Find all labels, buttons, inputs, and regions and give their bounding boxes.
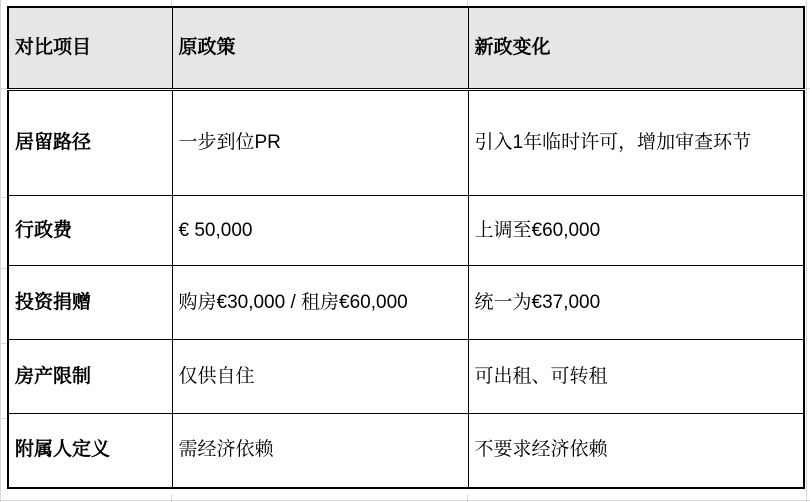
column-header-item: 对比项目 — [8, 7, 172, 90]
column-header-new-policy: 新政变化 — [468, 7, 804, 90]
gridline-right-edge — [806, 0, 807, 502]
gridline-bottom-row — [0, 500, 810, 501]
new-policy-cell: 上调至€60,000 — [468, 196, 804, 266]
table-row — [8, 340, 804, 414]
table-row — [8, 414, 804, 488]
policy-comparison-table — [7, 6, 805, 489]
gridline-row3-left-stub — [0, 343, 7, 344]
new-policy-cell: 不要求经济依赖 — [468, 414, 804, 488]
new-policy-cell: 引入1年临时许可，增加审查环节 — [468, 90, 804, 196]
table-row — [8, 196, 804, 266]
table-header-row — [8, 7, 804, 90]
table-row — [8, 266, 804, 340]
old-policy-cell: 购房€30,000 / 租房€60,000 — [172, 266, 468, 340]
table-row — [8, 90, 804, 196]
gridline-header-left-stub — [0, 88, 7, 89]
row-label-cell: 行政费 — [8, 196, 172, 266]
new-policy-cell: 统一为€37,000 — [468, 266, 804, 340]
row-label-cell: 投资捐赠 — [8, 266, 172, 340]
old-policy-cell: € 50,000 — [172, 196, 468, 266]
row-label-cell: 附属人定义 — [8, 414, 172, 488]
column-header-old-policy: 原政策 — [172, 7, 468, 90]
old-policy-cell: 一步到位PR — [172, 90, 468, 196]
gridline-left-edge — [0, 0, 1, 502]
old-policy-cell: 仅供自住 — [172, 340, 468, 414]
gridline-row2-left-stub — [0, 268, 7, 269]
new-policy-cell: 可出租、可转租 — [468, 340, 804, 414]
gridline-row4-left-stub — [0, 418, 7, 419]
row-label-cell: 房产限制 — [8, 340, 172, 414]
gridline-row1-left-stub — [0, 197, 7, 198]
old-policy-cell: 需经济依赖 — [172, 414, 468, 488]
row-label-cell: 居留路径 — [8, 90, 172, 196]
